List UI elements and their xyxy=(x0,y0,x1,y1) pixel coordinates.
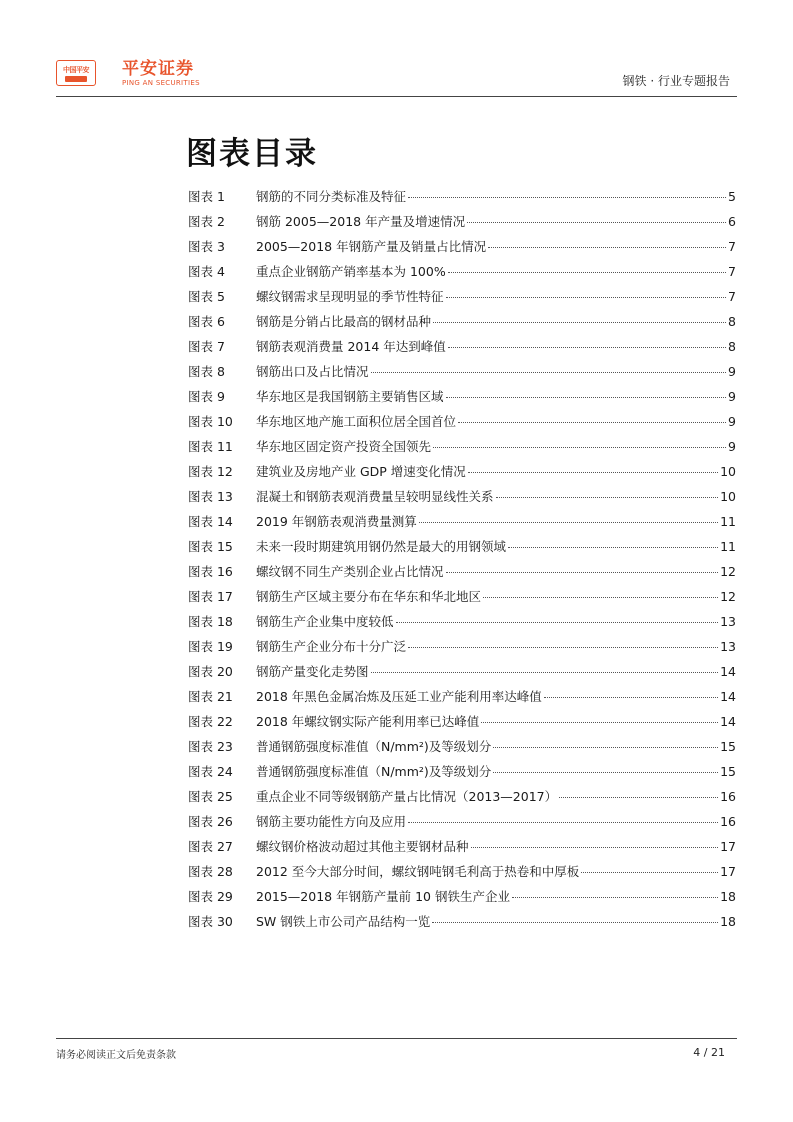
page-title: 图表目录 xyxy=(186,136,318,172)
toc-entry[interactable] xyxy=(188,362,736,387)
toc-leader-dots xyxy=(448,271,726,273)
toc-entry-label: 图表 8 xyxy=(188,364,225,379)
toc-leader-dots xyxy=(471,846,719,848)
toc-entry-page: 9 xyxy=(728,414,736,429)
report-type: 钢铁 · 行业专题报告 xyxy=(622,74,730,88)
toc-entry[interactable] xyxy=(188,512,736,537)
toc-entry[interactable] xyxy=(188,387,736,412)
toc-entry-title: 2018 年黑色金属冶炼及压延工业产能利用率达峰值 xyxy=(256,689,542,704)
toc-entry[interactable] xyxy=(188,587,736,612)
toc-entry-page: 11 xyxy=(720,514,736,529)
toc-entry-label: 图表 19 xyxy=(188,639,233,654)
toc-entry-label: 图表 12 xyxy=(188,464,233,479)
toc-leader-dots xyxy=(408,646,718,648)
toc-entry-title: 钢筋产量变化走势图 xyxy=(256,664,369,679)
toc-entry-label: 图表 26 xyxy=(188,814,233,829)
toc-entry-label: 图表 16 xyxy=(188,564,233,579)
toc-entry-page: 11 xyxy=(720,539,736,554)
toc-entry-page: 14 xyxy=(720,714,736,729)
brand xyxy=(122,60,200,87)
toc-entry-label: 图表 14 xyxy=(188,514,233,529)
toc-entry[interactable] xyxy=(188,762,736,787)
toc-entry-page: 9 xyxy=(728,389,736,404)
toc-entry-label: 图表 22 xyxy=(188,714,233,729)
toc-leader-dots xyxy=(433,446,726,448)
toc-leader-dots xyxy=(419,521,718,523)
toc-entry-label: 图表 29 xyxy=(188,889,233,904)
toc-entry-title: SW 钢铁上市公司产品结构一览 xyxy=(256,914,431,929)
toc-entry-page: 17 xyxy=(720,839,736,854)
toc-entry[interactable] xyxy=(188,487,736,512)
toc-entry-page: 13 xyxy=(720,614,736,629)
toc-entry-title: 普通钢筋强度标准值（N/mm²)及等级划分 xyxy=(256,764,492,779)
ping-an-logo-icon xyxy=(56,60,96,86)
toc-entry-title: 螺纹钢不同生产类别企业占比情况 xyxy=(256,564,444,579)
toc-entry-label: 图表 11 xyxy=(188,439,233,454)
toc-entry[interactable] xyxy=(188,737,736,762)
toc-leader-dots xyxy=(544,696,718,698)
toc-entry-label: 图表 10 xyxy=(188,414,233,429)
footer-divider xyxy=(56,1038,737,1039)
toc-leader-dots xyxy=(446,296,727,298)
toc-entry-title: 混凝土和钢筋表观消费量呈较明显线性关系 xyxy=(256,489,494,504)
toc-entry[interactable] xyxy=(188,337,736,362)
toc-entry-page: 7 xyxy=(728,264,736,279)
toc-entry[interactable] xyxy=(188,912,736,937)
toc-entry-page: 10 xyxy=(720,489,736,504)
toc-entry-page: 15 xyxy=(720,764,736,779)
toc-leader-dots xyxy=(432,921,718,923)
toc-entry[interactable] xyxy=(188,262,736,287)
toc-entry-label: 图表 1 xyxy=(188,189,225,204)
toc-entry[interactable] xyxy=(188,287,736,312)
toc-entry-page: 6 xyxy=(728,214,736,229)
toc-entry-title: 华东地区固定资产投资全国领先 xyxy=(256,439,432,454)
toc-leader-dots xyxy=(371,671,719,673)
toc-entry-title: 钢筋生产企业集中度较低 xyxy=(256,614,394,629)
toc-entry-title: 钢筋 2005—2018 年产量及增速情况 xyxy=(256,214,466,229)
toc-entry-title: 重点企业不同等级钢筋产量占比情况（2013—2017） xyxy=(256,789,558,804)
logo-bar xyxy=(65,76,87,82)
toc-entry-page: 15 xyxy=(720,739,736,754)
toc-entry-page: 18 xyxy=(720,914,736,929)
toc-entry-label: 图表 15 xyxy=(188,539,233,554)
toc-leader-dots xyxy=(408,821,718,823)
toc-entry-title: 钢筋主要功能性方向及应用 xyxy=(256,814,407,829)
toc-entry-label: 图表 28 xyxy=(188,864,233,879)
toc-entry-label: 图表 5 xyxy=(188,289,225,304)
toc-leader-dots xyxy=(458,421,726,423)
toc-leader-dots xyxy=(581,871,718,873)
disclaimer: 请务必阅读正文后免责条款 xyxy=(56,1050,176,1061)
toc-entry-title: 重点企业钢筋产销率基本为 100% xyxy=(256,264,446,279)
toc-leader-dots xyxy=(433,321,726,323)
toc-entry-label: 图表 18 xyxy=(188,614,233,629)
toc-entry[interactable] xyxy=(188,187,736,212)
toc-entry[interactable] xyxy=(188,437,736,462)
toc-entry[interactable] xyxy=(188,562,736,587)
toc-leader-dots xyxy=(493,771,718,773)
toc-entry[interactable] xyxy=(188,637,736,662)
toc-leader-dots xyxy=(488,246,726,248)
toc-entry-page: 17 xyxy=(720,864,736,879)
toc-entry-page: 12 xyxy=(720,564,736,579)
toc-entry-title: 钢筋的不同分类标准及特征 xyxy=(256,189,407,204)
toc-entry-label: 图表 9 xyxy=(188,389,225,404)
toc-entry-page: 18 xyxy=(720,889,736,904)
toc-entry-label: 图表 17 xyxy=(188,589,233,604)
toc-entry-page: 9 xyxy=(728,364,736,379)
toc-entry-label: 图表 25 xyxy=(188,789,233,804)
toc-entry-title: 2005—2018 年钢筋产量及销量占比情况 xyxy=(256,239,487,254)
toc-entry-title: 钢筋表观消费量 2014 年达到峰值 xyxy=(256,339,446,354)
toc-entry-title: 建筑业及房地产业 GDP 增速变化情况 xyxy=(256,464,466,479)
toc-leader-dots xyxy=(481,721,718,723)
toc-entry[interactable] xyxy=(188,862,736,887)
toc-entry[interactable] xyxy=(188,537,736,562)
brand-name-cn: 平安证券 xyxy=(122,59,194,79)
toc-leader-dots xyxy=(493,746,718,748)
toc-entry-page: 14 xyxy=(720,689,736,704)
toc-entry-page: 13 xyxy=(720,639,736,654)
toc-entry-label: 图表 27 xyxy=(188,839,233,854)
toc-leader-dots xyxy=(371,371,727,373)
toc-entry-label: 图表 20 xyxy=(188,664,233,679)
toc-leader-dots xyxy=(496,496,719,498)
toc-entry-label: 图表 3 xyxy=(188,239,225,254)
toc-leader-dots xyxy=(559,796,718,798)
toc-entry-title: 螺纹钢需求呈现明显的季节性特征 xyxy=(256,289,444,304)
toc-entry-title: 钢筋生产区域主要分布在华东和华北地区 xyxy=(256,589,482,604)
toc-entry[interactable] xyxy=(188,837,736,862)
toc-entry-label: 图表 4 xyxy=(188,264,225,279)
toc-entry-page: 14 xyxy=(720,664,736,679)
table-of-figures xyxy=(188,187,736,937)
toc-entry[interactable] xyxy=(188,712,736,737)
page-number: 4 / 21 xyxy=(693,1046,725,1059)
toc-leader-dots xyxy=(446,396,727,398)
toc-leader-dots xyxy=(467,221,726,223)
toc-entry-title: 钢筋是分销占比最高的钢材品种 xyxy=(256,314,432,329)
toc-entry-label: 图表 13 xyxy=(188,489,233,504)
toc-leader-dots xyxy=(468,471,718,473)
toc-entry-label: 图表 21 xyxy=(188,689,233,704)
toc-entry[interactable] xyxy=(188,462,736,487)
toc-entry[interactable] xyxy=(188,237,736,262)
toc-entry-title: 华东地区地产施工面积位居全国首位 xyxy=(256,414,457,429)
toc-entry[interactable] xyxy=(188,612,736,637)
toc-entry-label: 图表 6 xyxy=(188,314,225,329)
header-divider xyxy=(56,96,737,97)
toc-leader-dots xyxy=(508,546,718,548)
toc-entry-title: 钢筋出口及占比情况 xyxy=(256,364,369,379)
toc-entry-page: 10 xyxy=(720,464,736,479)
toc-leader-dots xyxy=(448,346,726,348)
toc-entry-title: 2018 年螺纹钢实际产能利用率已达峰值 xyxy=(256,714,480,729)
toc-entry-title: 2015—2018 年钢筋产量前 10 钢铁生产企业 xyxy=(256,889,510,904)
toc-entry-title: 未来一段时期建筑用钢仍然是最大的用钢领域 xyxy=(256,539,507,554)
toc-entry[interactable] xyxy=(188,812,736,837)
toc-entry-page: 7 xyxy=(728,289,736,304)
toc-entry[interactable] xyxy=(188,887,736,912)
toc-entry-page: 16 xyxy=(720,789,736,804)
toc-entry-label: 图表 24 xyxy=(188,764,233,779)
toc-leader-dots xyxy=(483,596,718,598)
toc-entry-title: 华东地区是我国钢筋主要销售区域 xyxy=(256,389,444,404)
toc-entry-page: 16 xyxy=(720,814,736,829)
toc-entry-title: 螺纹钢价格波动超过其他主要钢材品种 xyxy=(256,839,469,854)
toc-entry-page: 9 xyxy=(728,439,736,454)
toc-entry-title: 2019 年钢筋表观消费量测算 xyxy=(256,514,417,529)
toc-entry[interactable] xyxy=(188,687,736,712)
toc-leader-dots xyxy=(396,621,719,623)
toc-entry-page: 12 xyxy=(720,589,736,604)
toc-entry-page: 5 xyxy=(728,189,736,204)
toc-entry-label: 图表 2 xyxy=(188,214,225,229)
toc-entry-label: 图表 23 xyxy=(188,739,233,754)
toc-entry[interactable] xyxy=(188,312,736,337)
toc-entry[interactable] xyxy=(188,787,736,812)
brand-name-en: PING AN SECURITIES xyxy=(122,79,200,87)
toc-entry-label: 图表 30 xyxy=(188,914,233,929)
toc-entry-title: 钢筋生产企业分布十分广泛 xyxy=(256,639,407,654)
logo-text: 中国平安 xyxy=(63,66,89,74)
toc-entry[interactable] xyxy=(188,662,736,687)
toc-entry[interactable] xyxy=(188,412,736,437)
toc-leader-dots xyxy=(512,896,718,898)
toc-leader-dots xyxy=(408,196,726,198)
toc-entry-label: 图表 7 xyxy=(188,339,225,354)
toc-entry-title: 2012 至今大部分时间，螺纹钢吨钢毛利高于热卷和中厚板 xyxy=(256,864,580,879)
toc-entry-page: 8 xyxy=(728,314,736,329)
toc-entry-page: 7 xyxy=(728,239,736,254)
toc-leader-dots xyxy=(446,571,719,573)
toc-entry[interactable] xyxy=(188,212,736,237)
toc-entry-title: 普通钢筋强度标准值（N/mm²)及等级划分 xyxy=(256,739,492,754)
toc-entry-page: 8 xyxy=(728,339,736,354)
